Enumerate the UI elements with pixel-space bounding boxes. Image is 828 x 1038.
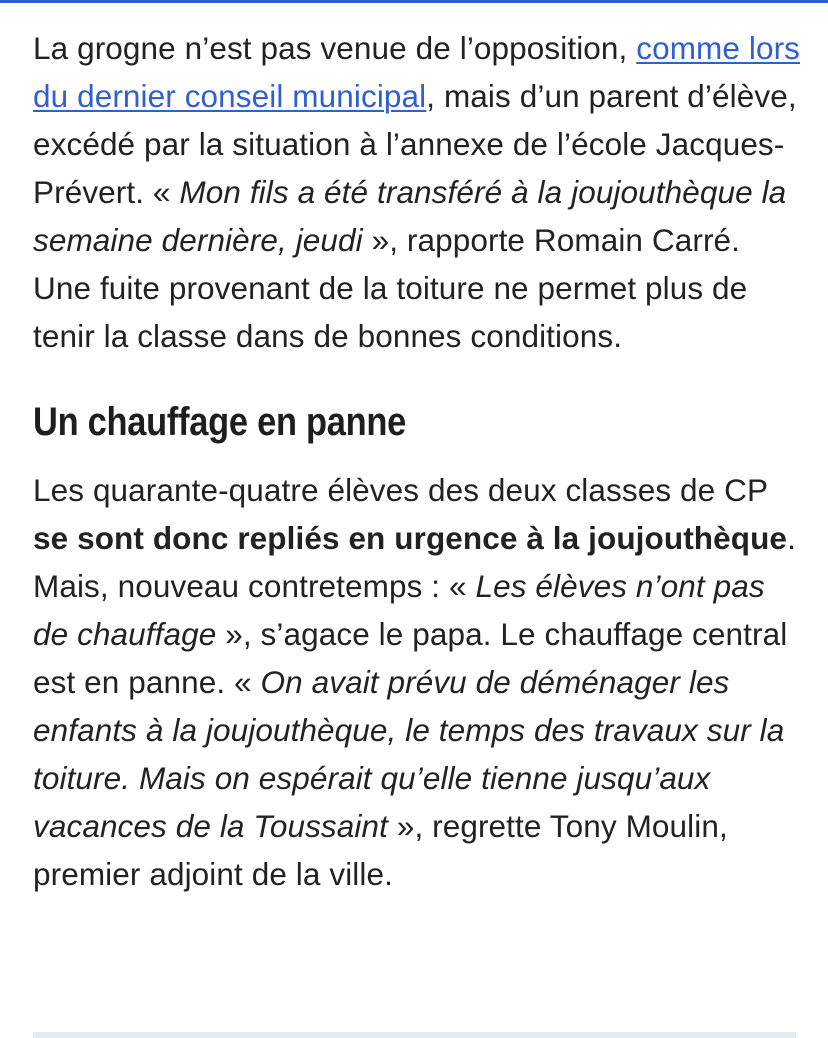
top-accent-bar	[0, 0, 828, 3]
paragraph-2-text-b: . Mais, nouveau contretemps : «	[33, 520, 796, 604]
paragraph-2	[33, 466, 803, 898]
paragraph-2-text-a: Les quarante-quatre élèves des deux classes de CP	[33, 472, 768, 508]
paragraph-1-text-a: La grogne n’est pas venue de l’opposition,	[33, 30, 637, 66]
bottom-divider	[33, 1032, 796, 1038]
paragraph-2-text-d: », regrette Tony Moulin, premier adjoint de la ville.	[33, 808, 728, 892]
article-body	[33, 24, 803, 898]
paragraph-2-text-c: », s’agace le papa. Le chauffage central est en panne. «	[33, 616, 788, 700]
paragraph-2-quote-1: Les élèves n’ont pas de chauffage	[33, 568, 765, 652]
paragraph-1-text-c: », rapporte Romain Carré. Une fuite provenant de la toiture ne permet plus de tenir la classe dans de bonnes conditions.	[33, 222, 748, 354]
paragraph-2-bold: se sont donc repliés en urgence à la joujouthèque	[33, 520, 788, 556]
paragraph-1-quote: Mon fils a été transféré à la joujouthèque la semaine dernière, jeudi	[33, 174, 787, 258]
conseil-municipal-link[interactable]: comme lors du dernier conseil municipal	[33, 30, 801, 114]
section-heading: Un chauffage en panne	[33, 400, 407, 444]
paragraph-1-text-b: , mais d’un parent d’élève, excédé par la situation à l’annexe de l’école Jacques-Prévert. «	[33, 78, 797, 210]
paragraph-2-quote-2: On avait prévu de déménager les enfants à la joujouthèque, le temps des travaux sur la toiture. Mais on espérait qu’elle tienne jusqu’aux vacances de la Toussaint	[33, 664, 785, 844]
paragraph-1	[33, 24, 803, 360]
